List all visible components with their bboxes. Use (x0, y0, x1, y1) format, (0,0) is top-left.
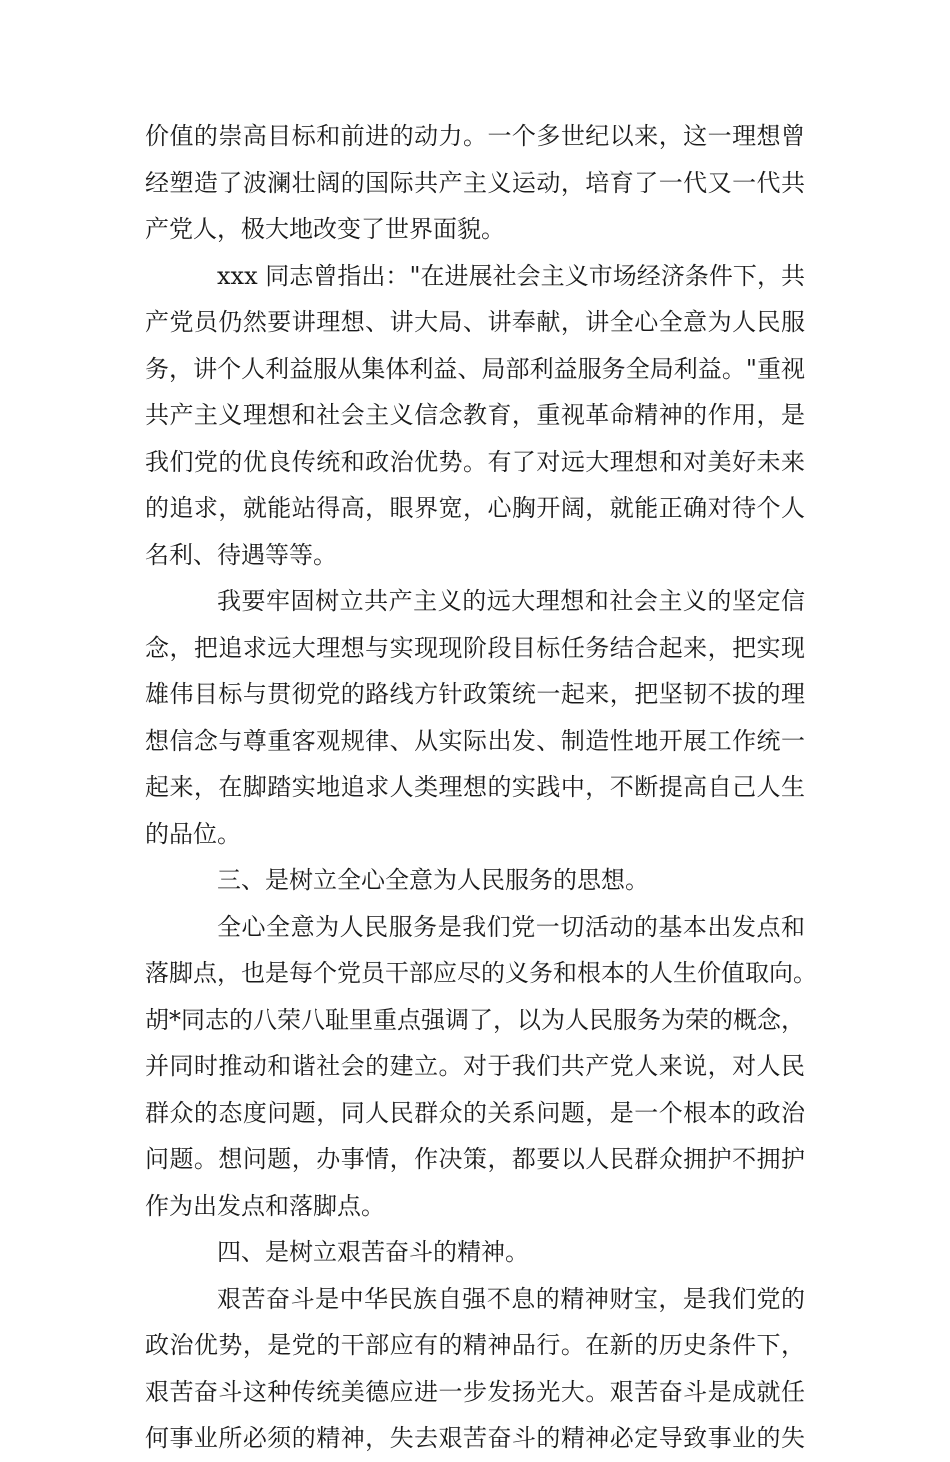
text-line: 产党员仍然要讲理想、讲大局、讲奉献，讲全心全意为人民服 (145, 308, 805, 336)
text-line: 务，讲个人利益服从集体利益、局部利益服务全局利益。"重视 (145, 354, 805, 383)
text-line: 价值的崇高目标和前进的动力。一个多世纪以来，这一理想曾 (145, 122, 805, 150)
text-line: 艰苦奋斗这种传统美德应进一步发扬光大。艰苦奋斗是成就任 (145, 1377, 805, 1406)
text-line: 的品位。 (145, 819, 241, 848)
text-line: 想信念与尊重客观规律、从实际出发、制造性地开展工作统一 (145, 726, 805, 755)
text-line: 产党人，极大地改变了世界面貌。 (145, 215, 505, 243)
text-line: 名利、待遇等等。 (145, 540, 337, 569)
text-line: 三、是树立全心全意为人民服务的思想。 (217, 866, 649, 894)
text-line: 念，把追求远大理想与实现现阶段目标任务结合起来，把实现 (145, 633, 805, 662)
text-line: 作为出发点和落脚点。 (145, 1191, 385, 1220)
text-line: 经塑造了波澜壮阔的国际共产主义运动，培育了一代又一代共 (145, 168, 805, 197)
text-line: 何事业所必须的精神，失去艰苦奋斗的精神必定导致事业的失 (145, 1424, 805, 1452)
text-line: 胡*同志的八荣八耻里重点强调了，以为人民服务为荣的概念， (145, 1005, 805, 1034)
text-line: 我们党的优良传统和政治优势。有了对远大理想和对美好未来 (145, 447, 805, 476)
text-line: xxx 同志曾指出："在进展社会主义市场经济条件下，共 (217, 261, 805, 290)
text-line: 群众的态度问题，同人民群众的关系问题，是一个根本的政治 (145, 1098, 805, 1127)
text-line: 的追求，就能站得高，眼界宽，心胸开阔，就能正确对待个人 (145, 494, 805, 522)
text-line: 政治优势，是党的干部应有的精神品行。在新的历史条件下， (145, 1331, 805, 1359)
text-line: 并同时推动和谐社会的建立。对于我们共产党人来说，对人民 (145, 1052, 805, 1080)
text-line: 全心全意为人民服务是我们党一切活动的基本出发点和 (217, 912, 805, 941)
text-line: 起来，在脚踏实地追求人类理想的实践中，不断提高自己人生 (145, 773, 805, 801)
document-body (145, 113, 817, 1462)
text-line: 四、是树立艰苦奋斗的精神。 (217, 1238, 529, 1266)
text-line: 我要牢固树立共产主义的远大理想和社会主义的坚定信 (217, 587, 805, 615)
text-line: 落脚点，也是每个党员干部应尽的义务和根本的人生价值取向。 (145, 959, 817, 987)
text-line: 共产主义理想和社会主义信念教育，重视革命精神的作用，是 (145, 401, 805, 429)
text-line: 雄伟目标与贯彻党的路线方针政策统一起来，把坚韧不拔的理 (145, 680, 805, 708)
text-line: 艰苦奋斗是中华民族自强不息的精神财宝，是我们党的 (217, 1284, 805, 1313)
text-line: 问题。想问题，办事情，作决策，都要以人民群众拥护不拥护 (145, 1145, 805, 1173)
